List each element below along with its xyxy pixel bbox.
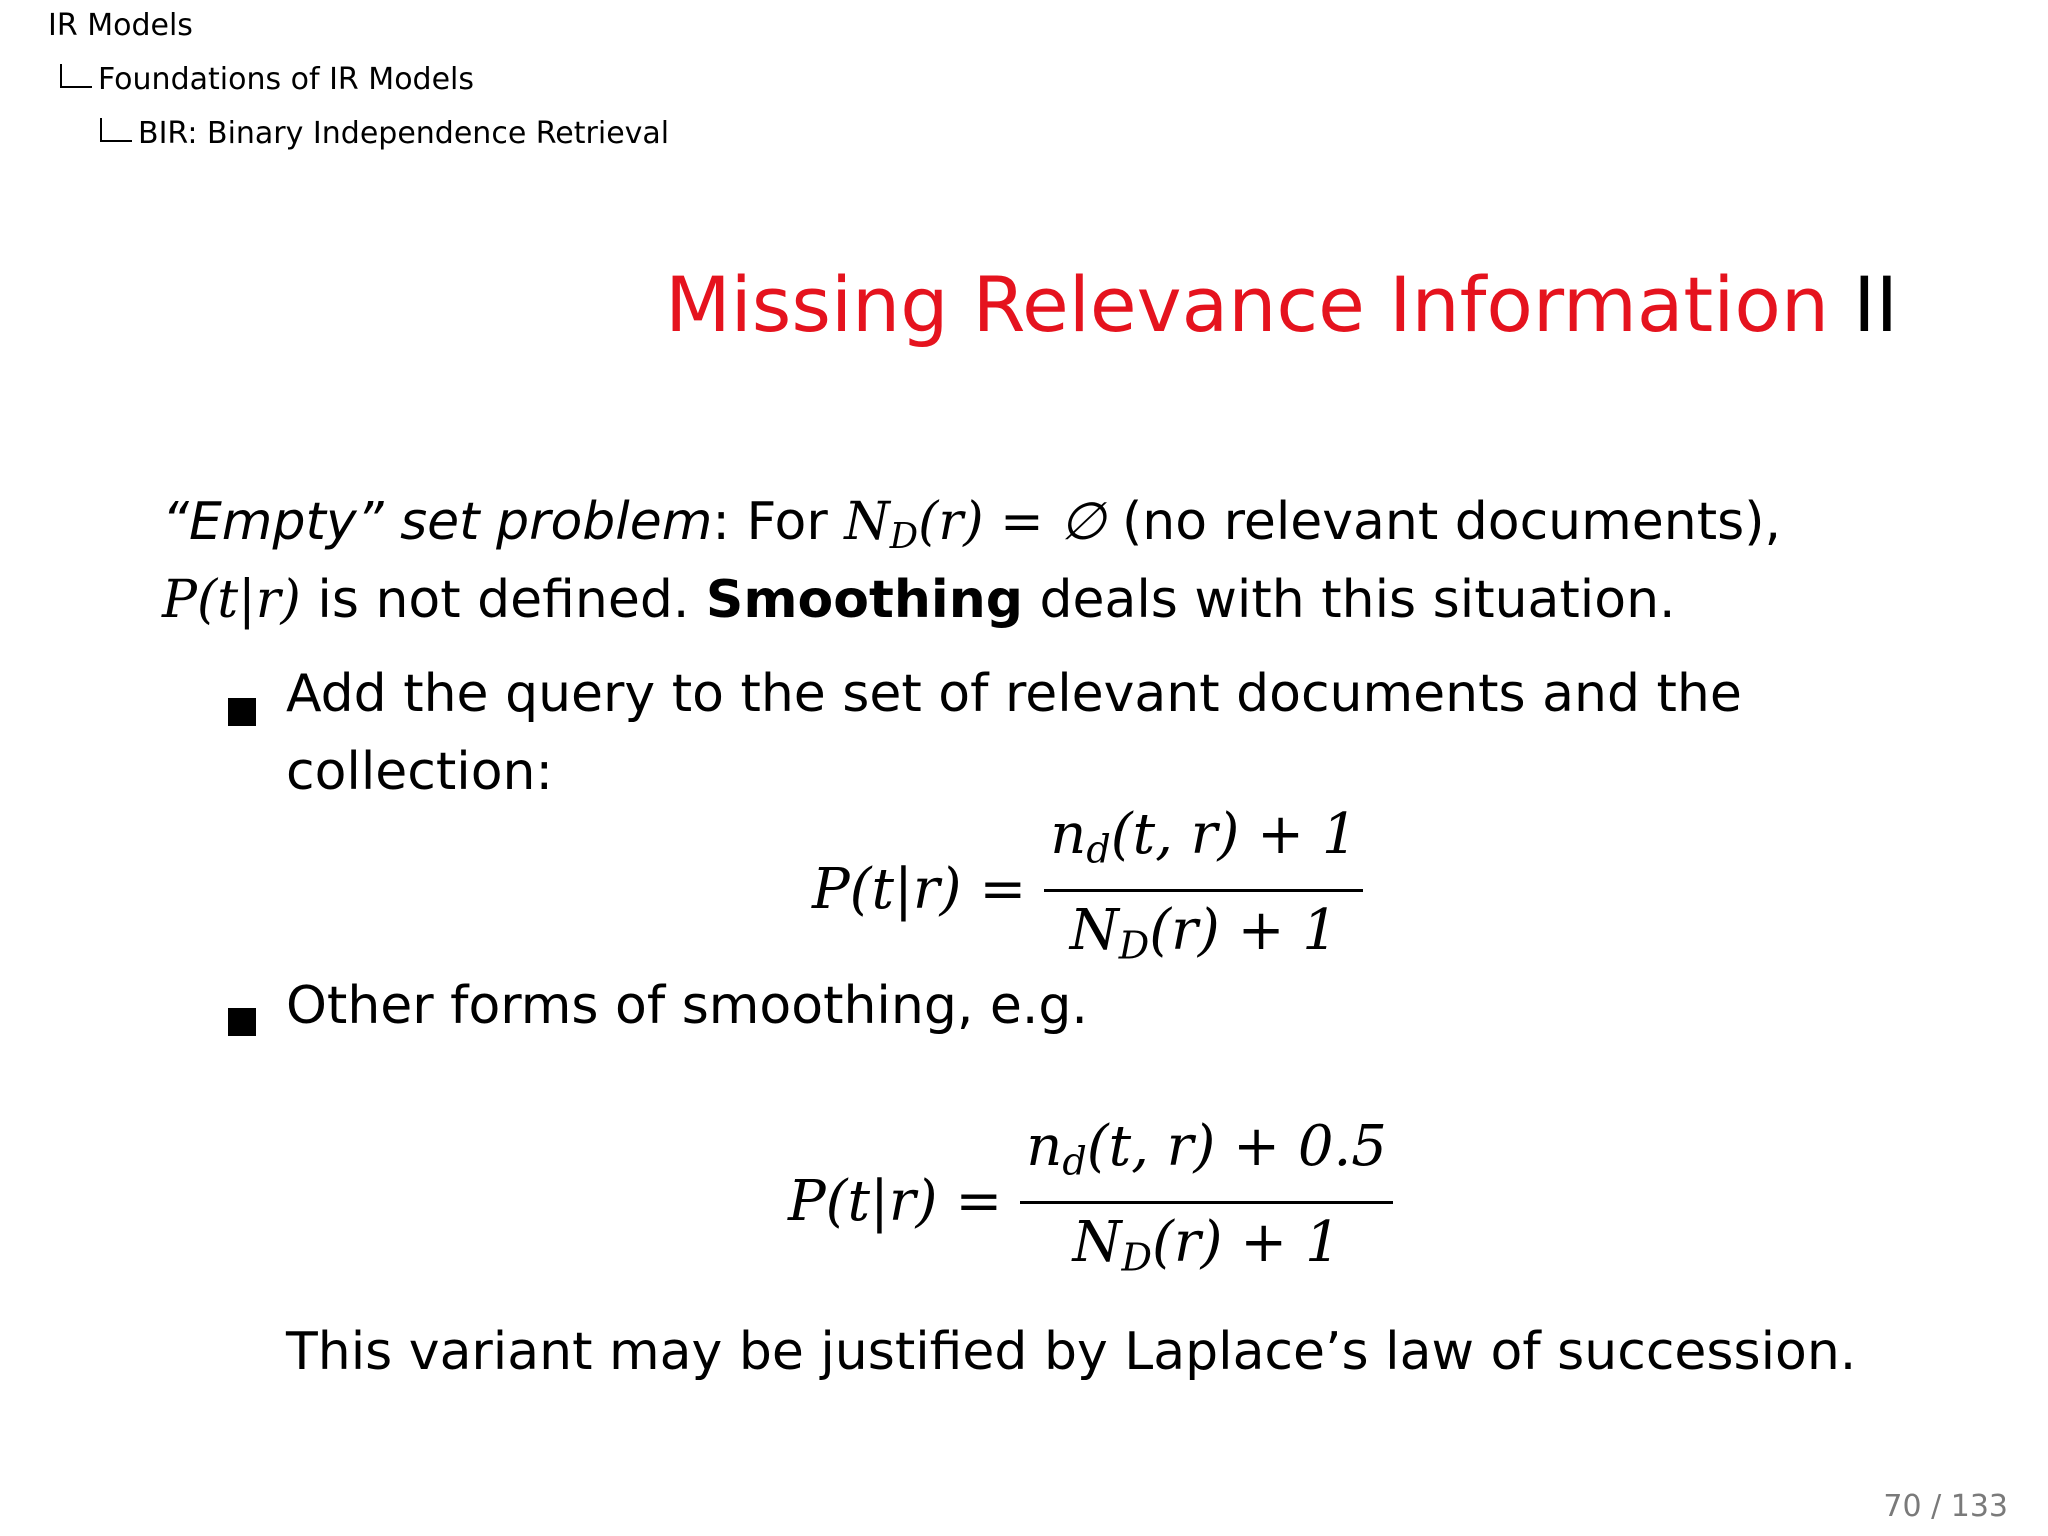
- smoothing-keyword: Smoothing: [705, 570, 1023, 630]
- tree-corner-icon: [100, 118, 132, 142]
- intro-rest: deals with this situation.: [1039, 570, 1676, 630]
- bullet-square-icon: [228, 698, 256, 726]
- intro-line-1: [162, 490, 1781, 569]
- intro-not-defined: is not defined.: [317, 570, 690, 630]
- bullet-1-line-1: [286, 662, 1742, 726]
- page-number-text: 70 / 133: [1883, 1489, 2008, 1524]
- nd-r-empty-math: $N_D(r)$ = ∅: [844, 492, 1106, 557]
- bullet-2-line-1: [286, 974, 1088, 1038]
- formula-1-fraction: [1044, 800, 1363, 980]
- breadcrumb-level3: [100, 116, 669, 152]
- slide-title-main: Missing Relevance Information: [665, 260, 1829, 349]
- breadcrumb-level3-text: BIR: Binary Independence Retrieval: [138, 116, 670, 151]
- breadcrumb-level1: [48, 8, 193, 44]
- formula-2-fraction: [1020, 1112, 1393, 1292]
- formula-1-lhs: P(t|r) =: [812, 857, 1027, 923]
- formula-1-numerator: $n_d(t$, r) + 1: [1044, 800, 1363, 892]
- empty-set-label: “Empty” set problem: [162, 492, 713, 552]
- page-number: [1883, 1489, 2008, 1524]
- bullet-1-line-2: [286, 740, 553, 804]
- formula-1-denominator: $N_D(r) + 1$: [1069, 897, 1338, 968]
- slide-title-numeral: II: [1853, 260, 1898, 349]
- formula-2-numerator: $n_d(t$, r) + 0.5: [1020, 1112, 1393, 1204]
- formula-1: [812, 800, 1363, 980]
- breadcrumb-level2: [60, 62, 474, 98]
- bullet-1-text-2: collection:: [286, 742, 554, 802]
- intro-paren-text: (no relevant documents),: [1122, 492, 1782, 552]
- ptr-math: P(t|r): [162, 570, 301, 630]
- slide-title: [665, 260, 1898, 350]
- formula-2-denominator: $N_D(r) + 1$: [1072, 1209, 1341, 1280]
- bullet-square-icon: [228, 1008, 256, 1036]
- intro-for: For: [746, 492, 828, 552]
- tree-corner-icon: [60, 64, 92, 88]
- closing-sentence: [286, 1320, 1856, 1384]
- intro-colon: :: [712, 492, 730, 552]
- closing-text: This variant may be justified by Laplace’s law of succession.: [286, 1322, 1857, 1382]
- bullet-2-text-1: Other forms of smoothing, e.g.: [286, 976, 1088, 1036]
- intro-line-2: [162, 568, 1676, 632]
- bullet-1-text-1: Add the query to the set of relevant documents and the: [286, 664, 1742, 724]
- formula-2-lhs: P(t|r) =: [788, 1169, 1003, 1235]
- breadcrumb-level2-text: Foundations of IR Models: [98, 62, 475, 97]
- breadcrumb-level1-text: IR Models: [48, 8, 193, 43]
- formula-2: [788, 1112, 1393, 1292]
